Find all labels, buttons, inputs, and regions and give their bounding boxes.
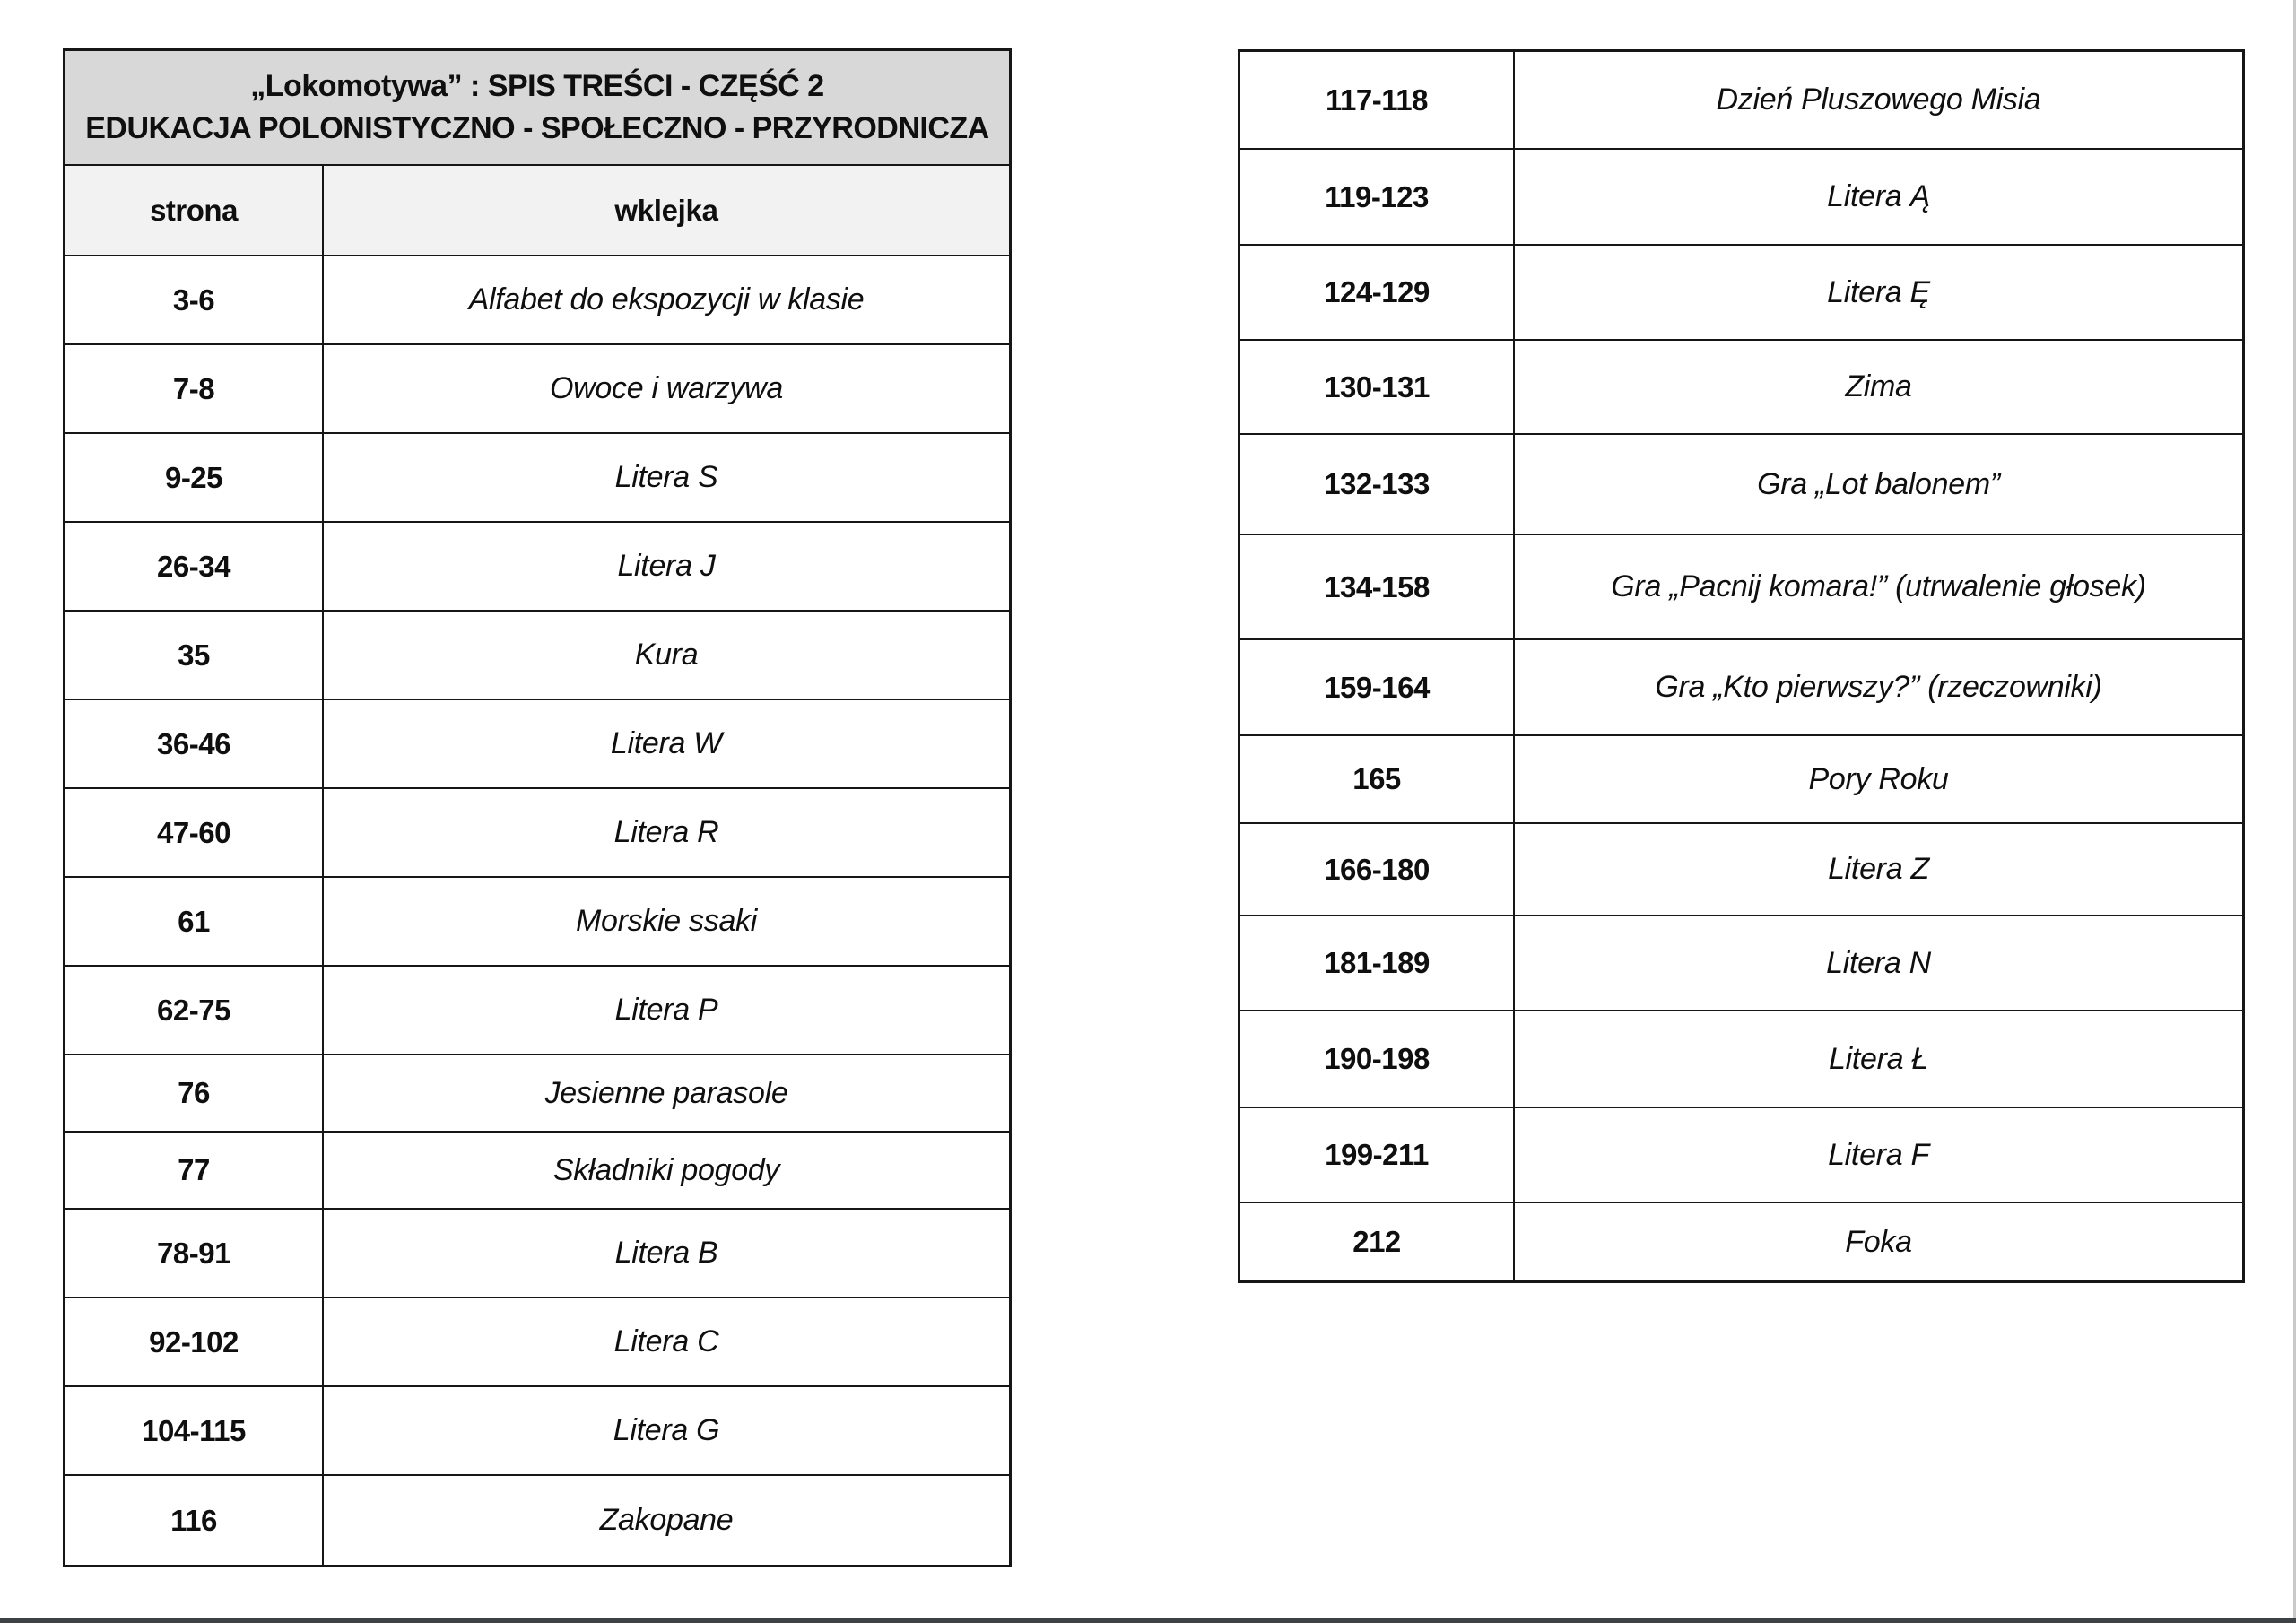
content-cell: Litera Z (1828, 852, 1929, 886)
page-range-cell: 76 (65, 1055, 324, 1131)
content-cell: Zima (1845, 369, 1912, 404)
content-cell: Litera J (617, 549, 716, 583)
content-cell: Gra „Kto pierwszy?” (rzeczowniki) (1655, 670, 2102, 704)
table-row (65, 1133, 1009, 1210)
page-range-cell: 124-129 (1240, 246, 1515, 339)
content-cell: Pory Roku (1808, 761, 1949, 796)
column-header-wklejka: wklejka (614, 193, 718, 227)
table-row (65, 1055, 1009, 1133)
table-row (1240, 246, 2242, 341)
page-range-cell: 78-91 (65, 1210, 324, 1297)
table-row (65, 345, 1009, 434)
left-table-rows (65, 256, 1009, 1565)
table-row (65, 256, 1009, 345)
table-row (65, 1298, 1009, 1387)
toc-table-part2-left (63, 48, 1012, 1567)
table-row (1240, 824, 2242, 916)
page-range-cell: 92-102 (65, 1298, 324, 1385)
page-range-cell: 35 (65, 612, 324, 699)
toc-table-part2-right (1238, 49, 2245, 1283)
page-range-cell: 132-133 (1240, 435, 1515, 534)
page-bottom-edge-bar (0, 1618, 2296, 1623)
page-range-cell: 166-180 (1240, 824, 1515, 915)
content-cell: Litera Ł (1828, 1041, 1928, 1076)
table-row (1240, 341, 2242, 435)
content-cell: Gra „Pacnij komara!” (utrwalenie głosek) (1611, 569, 2146, 603)
content-cell: Litera F (1828, 1137, 1929, 1172)
page-range-cell: 119-123 (1240, 150, 1515, 244)
content-cell: Litera N (1826, 945, 1931, 980)
table-row (65, 1210, 1009, 1298)
table-row (1240, 1203, 2242, 1280)
right-table-rows (1240, 52, 2242, 1280)
table-row (65, 789, 1009, 878)
page-range-cell: 199-211 (1240, 1108, 1515, 1202)
page-range-cell: 212 (1240, 1203, 1515, 1280)
content-cell: Morskie ssaki (575, 904, 758, 938)
table-row (65, 878, 1009, 967)
content-cell: Zakopane (599, 1503, 734, 1537)
content-cell: Litera B (614, 1236, 718, 1270)
page-range-cell: 26-34 (65, 523, 324, 610)
table-row (1240, 916, 2242, 1011)
content-cell: Litera R (613, 815, 719, 849)
table-row (65, 1476, 1009, 1565)
content-cell: Litera G (613, 1413, 720, 1447)
page-range-cell: 7-8 (65, 345, 324, 432)
page-range-cell: 117-118 (1240, 52, 1515, 148)
page-range-cell: 47-60 (65, 789, 324, 876)
content-cell: Składniki pogody (552, 1152, 780, 1187)
content-cell: Kura (634, 638, 699, 672)
content-cell: Dzień Pluszowego Misia (1716, 82, 2041, 117)
table-row (1240, 52, 2242, 150)
table-row (65, 434, 1009, 523)
table-title-line1: „Lokomotywa” : SPIS TREŚCI - CZĘŚĆ 2 (250, 69, 824, 103)
content-cell: Owoce i warzywa (549, 371, 783, 405)
table-row (1240, 435, 2242, 535)
page-range-cell: 134-158 (1240, 535, 1515, 638)
table-header-row (65, 166, 1009, 256)
page-range-cell: 190-198 (1240, 1011, 1515, 1107)
page-range-cell: 165 (1240, 736, 1515, 822)
page-range-cell: 104-115 (65, 1387, 324, 1474)
table-row (1240, 1011, 2242, 1108)
table-row (65, 967, 1009, 1055)
page-range-cell: 116 (65, 1476, 324, 1565)
page-range-cell: 77 (65, 1133, 324, 1208)
table-title (65, 51, 1009, 166)
page-range-cell: 130-131 (1240, 341, 1515, 433)
content-cell: Litera Ę (1827, 274, 1930, 309)
table-title-line2: EDUKACJA POLONISTYCZNO - SPOŁECZNO - PRZYRODNICZA (85, 111, 989, 145)
content-cell: Litera Ą (1827, 179, 1930, 213)
content-cell: Litera C (613, 1324, 719, 1358)
table-row (65, 700, 1009, 789)
page-range-cell: 62-75 (65, 967, 324, 1054)
table-row (65, 523, 1009, 612)
page-range-cell: 159-164 (1240, 640, 1515, 734)
content-cell: Litera P (614, 993, 718, 1027)
content-cell: Jesienne parasole (544, 1075, 788, 1110)
content-cell: Gra „Lot balonem” (1757, 466, 2000, 501)
content-cell: Litera S (614, 460, 718, 494)
page-range-cell: 36-46 (65, 700, 324, 787)
page-range-cell: 3-6 (65, 256, 324, 343)
table-row (1240, 736, 2242, 824)
table-row (1240, 150, 2242, 246)
table-row (65, 1387, 1009, 1476)
table-row (1240, 1108, 2242, 1203)
table-row (1240, 640, 2242, 736)
content-cell: Alfabet do ekspozycji w klasie (468, 282, 865, 317)
content-cell: Litera W (610, 726, 723, 760)
table-row (1240, 535, 2242, 640)
page-range-cell: 61 (65, 878, 324, 965)
column-header-strona: strona (65, 166, 324, 255)
content-cell: Foka (1845, 1224, 1912, 1259)
page-range-cell: 9-25 (65, 434, 324, 521)
table-row (65, 612, 1009, 700)
page-range-cell: 181-189 (1240, 916, 1515, 1010)
